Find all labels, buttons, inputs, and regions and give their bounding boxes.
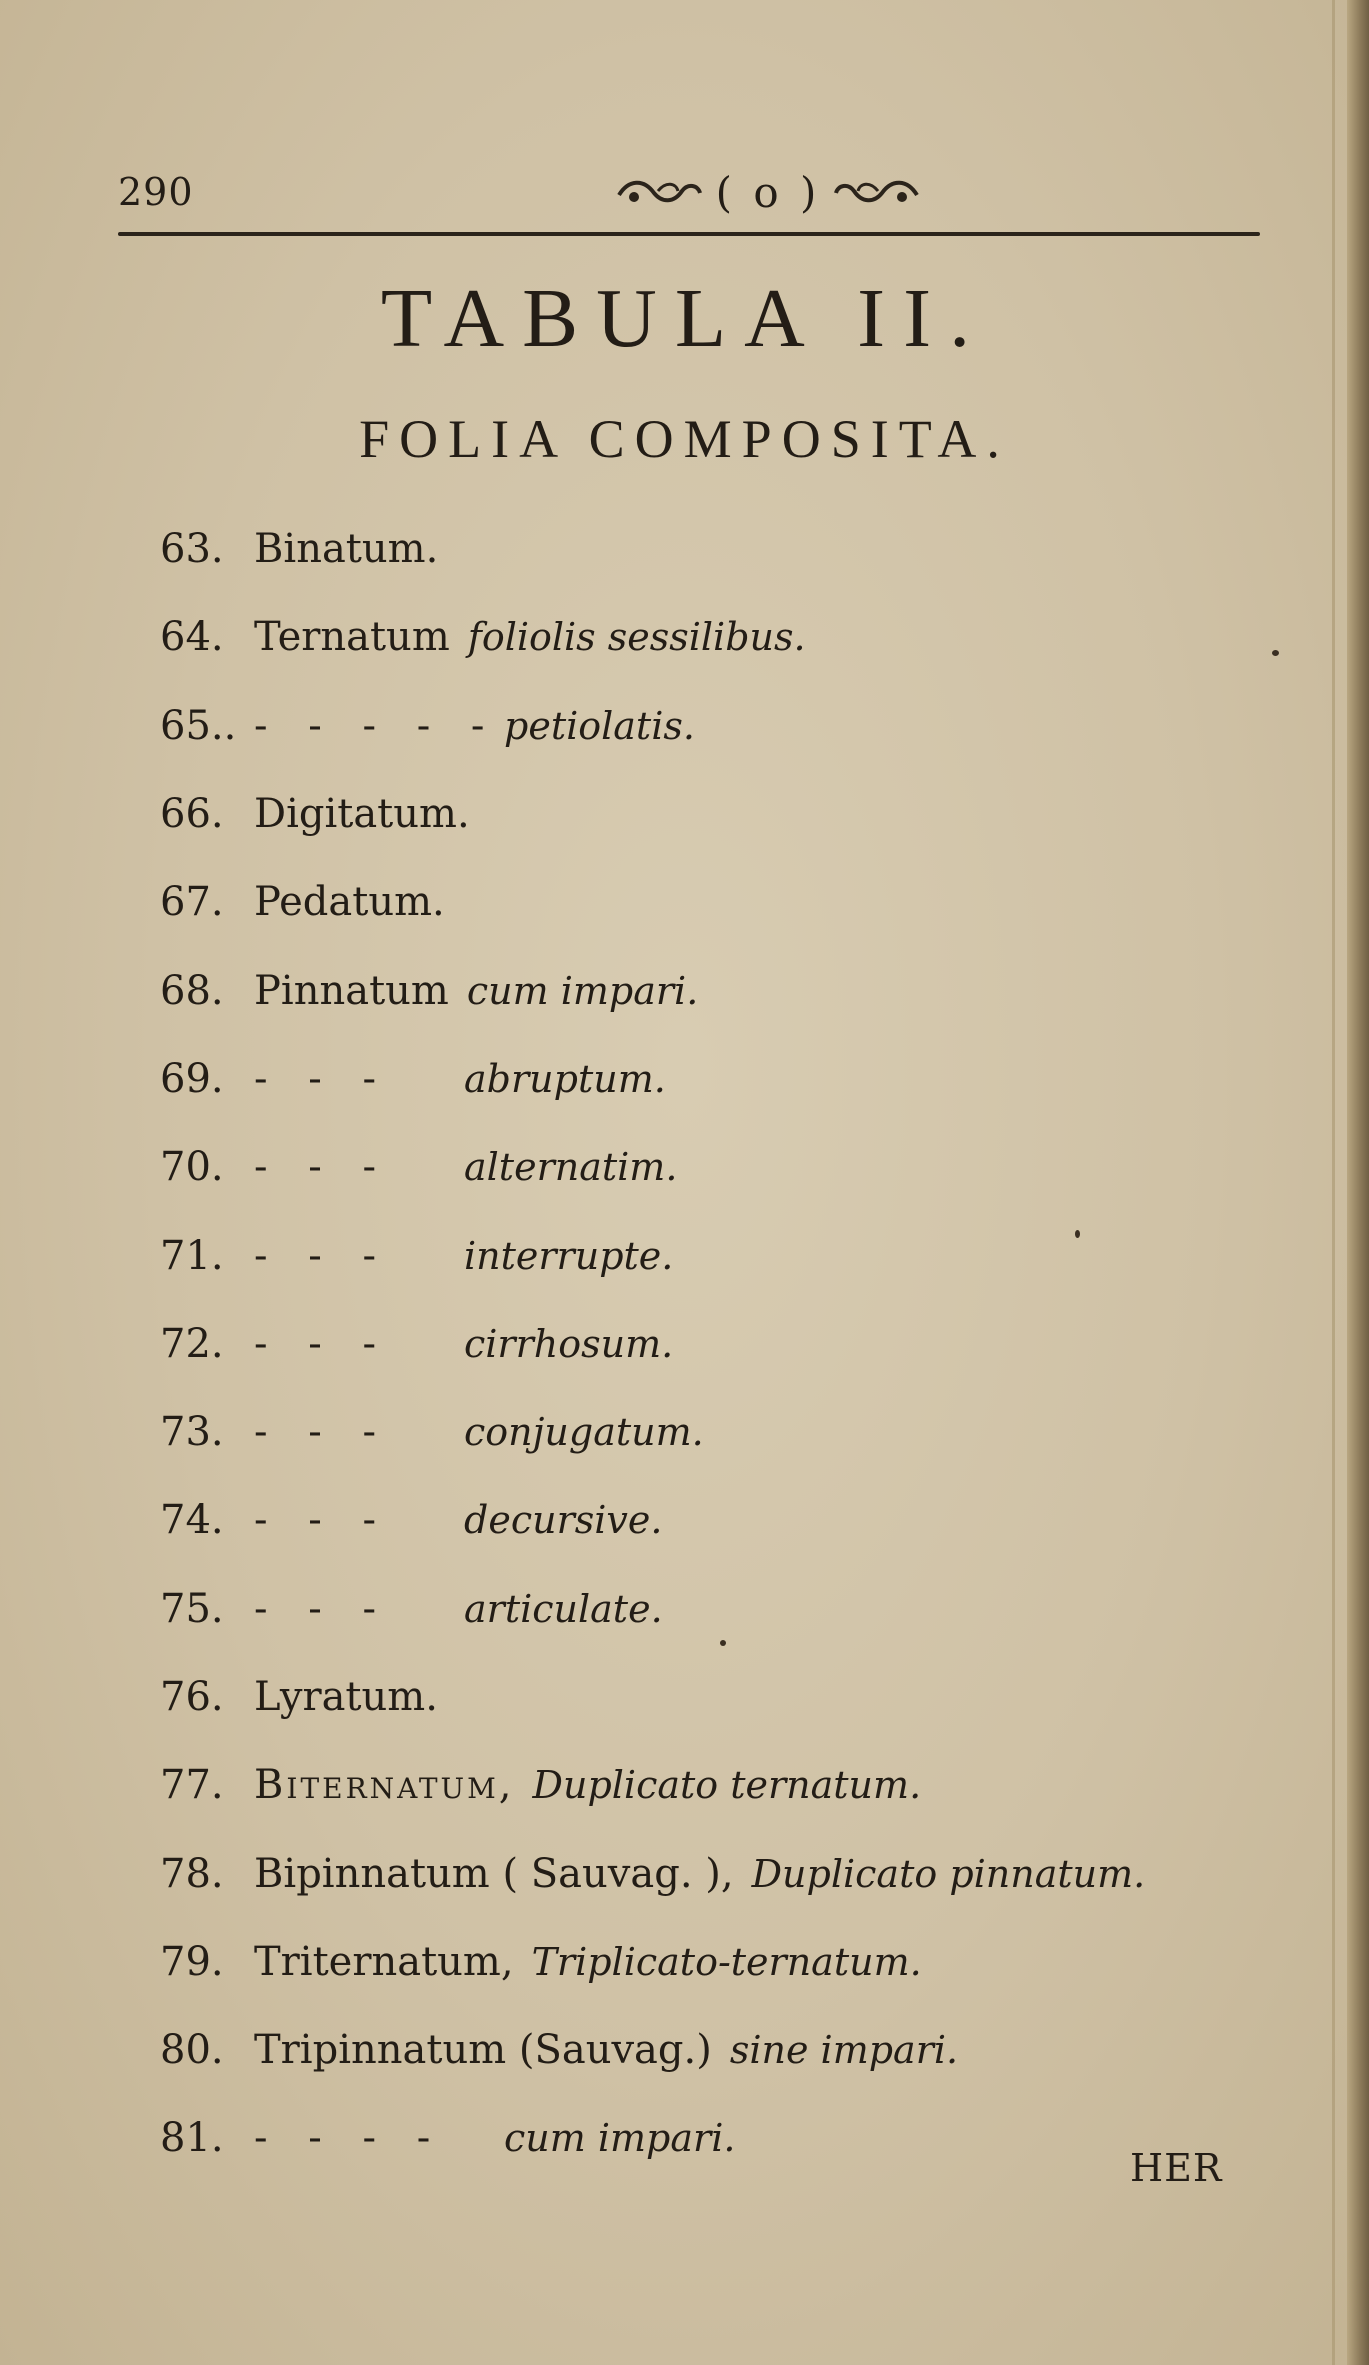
entry-qualifier: alternatim.: [464, 1145, 678, 1190]
list-item: [160, 593, 1160, 681]
entry-number: 75.: [160, 1585, 224, 1632]
entry-ditto-dashes: - - -: [254, 1055, 390, 1102]
entry-term: Digitatum.: [254, 791, 470, 838]
entry-qualifier: decursive.: [464, 1498, 663, 1543]
list-item: [160, 505, 1160, 593]
entry-qualifier: Duplicato pinnatum.: [751, 1851, 1146, 1896]
ornament-text: ( o ): [715, 168, 821, 217]
entry-ditto-dashes: - - -: [254, 1320, 390, 1367]
entry-number: 74.: [160, 1497, 224, 1544]
list-item: [160, 1476, 1160, 1564]
entry-term: Biternatum,: [254, 1762, 515, 1809]
right-fleuron-icon: [832, 173, 922, 213]
entry-qualifier: interrupte.: [464, 1233, 674, 1278]
entry-ditto-dashes: - - -: [254, 1144, 390, 1191]
entry-number: 76.: [160, 1674, 224, 1720]
entry-number: 81.: [160, 2115, 224, 2162]
entry-number: 69.: [160, 1055, 224, 1102]
entry-number: 66.: [160, 791, 224, 838]
entry-number: 63.: [160, 526, 224, 573]
entry-number: 78.: [160, 1850, 224, 1897]
entry-qualifier: abruptum.: [464, 1056, 666, 1101]
list-item: [160, 858, 1160, 946]
entry-term: Pedatum.: [254, 879, 445, 926]
entry-number: 77.: [160, 1762, 224, 1809]
list-item: [160, 1035, 1160, 1123]
list-item: [160, 1388, 1160, 1476]
entry-term: Triternatum,: [254, 1938, 514, 1985]
entry-number: 65..: [160, 702, 237, 749]
list-item: [160, 1300, 1160, 1388]
list-item: [160, 682, 1160, 770]
entry-qualifier: sine impari.: [729, 2028, 959, 2073]
list-item: [160, 1565, 1160, 1653]
entry-number: 79.: [160, 1938, 224, 1985]
entry-qualifier: Triplicato-ternatum.: [531, 1939, 922, 1984]
entry-term: Lyratum.: [254, 1674, 438, 1720]
left-fleuron-icon: [614, 173, 704, 213]
entry-ditto-dashes: - - -: [254, 1497, 390, 1544]
running-header: [118, 170, 1258, 230]
list-item: [160, 1741, 1160, 1829]
entry-ditto-dashes: - - - - -: [254, 702, 499, 749]
entry-number: 64.: [160, 614, 224, 661]
list-item: [160, 2006, 1160, 2094]
entry-number: 70.: [160, 1144, 224, 1191]
page-subtitle: FOLIA COMPOSITA.: [359, 409, 1010, 469]
header-rule: [118, 232, 1260, 236]
entry-number: 80.: [160, 2027, 224, 2074]
list-item: [160, 1123, 1160, 1211]
entry-term: Bipinnatum ( Sauvag. ),: [254, 1850, 734, 1897]
entry-list: [160, 505, 1160, 2183]
entry-qualifier: cirrhosum.: [464, 1321, 674, 1366]
list-item: [160, 1653, 1160, 1741]
entry-number: 73.: [160, 1409, 224, 1456]
ink-speck: [1272, 650, 1279, 656]
entry-ditto-dashes: - - -: [254, 1409, 390, 1456]
list-item: [160, 946, 1160, 1034]
entry-number: 72.: [160, 1320, 224, 1367]
list-item: [160, 2094, 1160, 2182]
entry-term: Binatum.: [254, 526, 439, 573]
list-item: [160, 770, 1160, 858]
catchword: HER: [1130, 2146, 1223, 2190]
entry-qualifier: Duplicato ternatum.: [532, 1763, 922, 1808]
entry-qualifier: conjugatum.: [464, 1410, 704, 1455]
ink-speck: [1075, 1230, 1080, 1238]
list-item: [160, 1211, 1160, 1299]
list-item: [160, 1829, 1160, 1917]
entry-term: Pinnatum: [254, 967, 449, 1014]
entry-ditto-dashes: - - -: [254, 1232, 390, 1279]
entry-qualifier: petiolatis.: [504, 703, 695, 748]
entry-number: 67.: [160, 879, 224, 926]
entry-term: Ternatum: [254, 614, 450, 661]
entry-qualifier: cum impari.: [466, 968, 699, 1013]
entry-number: 68.: [160, 967, 224, 1014]
entry-qualifier: cum impari.: [504, 2116, 736, 2161]
entry-qualifier: foliolis sessilibus.: [467, 615, 806, 660]
entry-term: Tripinnatum (Sauvag.): [254, 2027, 712, 2074]
page-number: 290: [118, 170, 194, 214]
entry-ditto-dashes: - - - -: [254, 2115, 445, 2162]
entry-ditto-dashes: - - -: [254, 1585, 390, 1632]
page-title: TABULA II.: [380, 272, 989, 365]
header-ornament: [528, 168, 1008, 217]
list-item: [160, 1918, 1160, 2006]
ink-speck: [720, 1640, 726, 1646]
entry-number: 71.: [160, 1232, 224, 1279]
entry-qualifier: articulate.: [464, 1586, 663, 1631]
